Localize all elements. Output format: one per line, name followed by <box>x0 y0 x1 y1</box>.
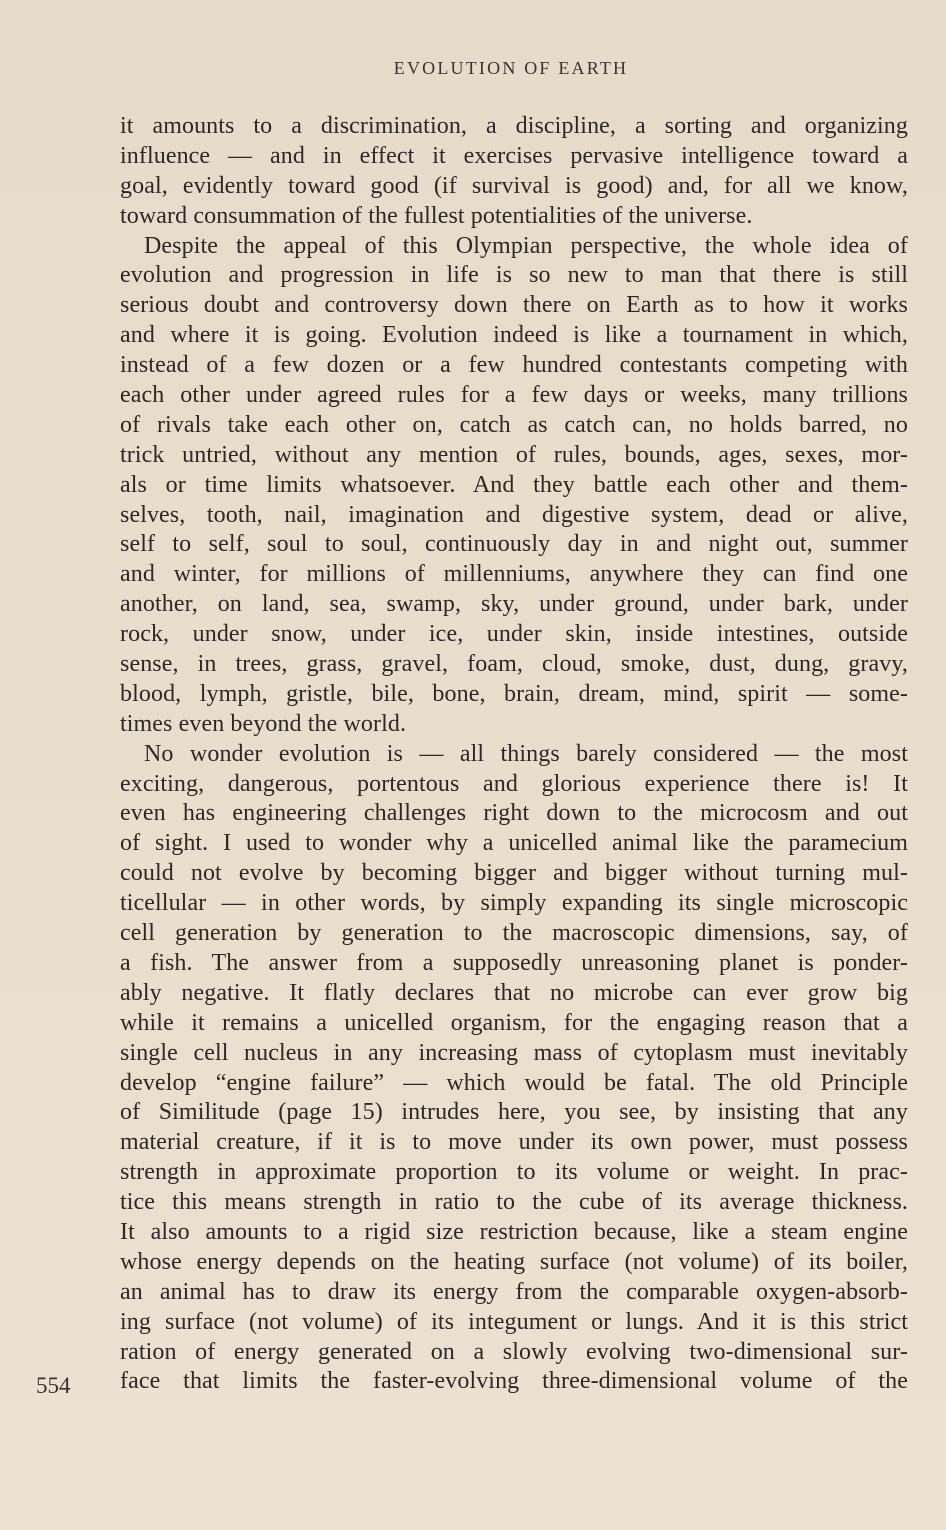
text-line: self to self, soul to soul, continuously day in and night out, summer <box>120 531 908 558</box>
text-line: ration of energy generated on a slowly evolving two-dimensional sur- <box>120 1338 908 1365</box>
text-line: toward consummation of the fullest potentialities of the universe. <box>120 202 753 229</box>
text-line: trick untried, without any mention of rules, bounds, ages, sexes, mor- <box>120 441 908 468</box>
text-line: even has engineering challenges right down to the microcosm and out <box>120 800 908 827</box>
text-line: times even beyond the world. <box>120 710 407 737</box>
text-line: material creature, if it is to move under its own power, must possess <box>120 1129 908 1156</box>
text-line: selves, tooth, nail, imagination and digestive system, dead or alive, <box>120 501 908 528</box>
text-line: blood, lymph, gristle, bile, bone, brain, dream, mind, spirit — some- <box>120 680 908 707</box>
text-line: develop “engine failure” — which would be fatal. The old Principle <box>120 1069 908 1096</box>
text-line: exciting, dangerous, portentous and glorious experience there is! It <box>120 770 908 797</box>
text-line: each other under agreed rules for a few days or weeks, many trillions <box>120 382 908 409</box>
text-line: a fish. The answer from a supposedly unreasoning planet is ponder- <box>120 949 908 976</box>
text-line: No wonder evolution is — all things barely considered — the most <box>144 740 908 767</box>
text-line: while it remains a unicelled organism, for the engaging reason that a <box>120 1009 908 1036</box>
text-line: another, on land, sea, swamp, sky, under ground, under bark, under <box>120 591 908 618</box>
text-line: ably negative. It flatly declares that no microbe can ever grow big <box>120 979 908 1006</box>
text-line: It also amounts to a rigid size restriction because, like a steam engine <box>120 1218 908 1245</box>
text-line: face that limits the faster-evolving three-dimensional volume of the <box>120 1368 908 1395</box>
text-line: Despite the appeal of this Olympian perspective, the whole idea of <box>144 232 908 259</box>
text-line: cell generation by generation to the macroscopic dimensions, say, of <box>120 920 908 947</box>
text-line: strength in approximate proportion to its volume or weight. In prac- <box>120 1159 908 1186</box>
text-line: an animal has to draw its energy from the comparable oxygen-absorb- <box>120 1278 908 1305</box>
text-line: of rivals take each other on, catch as catch can, no holds barred, no <box>120 411 908 438</box>
text-line: evolution and progression in life is so new to man that there is still <box>120 262 908 289</box>
text-line: and winter, for millions of millenniums, anywhere they can find one <box>120 561 908 588</box>
running-head: EVOLUTION OF EARTH <box>393 58 629 78</box>
text-line: single cell nucleus in any increasing mass of cytoplasm must inevitably <box>120 1039 908 1066</box>
paragraph <box>120 112 908 232</box>
text-line: of sight. I used to wonder why a unicelled animal like the paramecium <box>120 830 908 857</box>
body-text <box>120 112 908 1397</box>
text-line: sense, in trees, grass, gravel, foam, cloud, smoke, dust, dung, gravy, <box>120 651 908 678</box>
text-line: als or time limits whatsoever. And they battle each other and them- <box>120 471 908 498</box>
text-line: goal, evidently toward good (if survival is good) and, for all we know, <box>120 172 908 199</box>
text-line: whose energy depends on the heating surface (not volume) of its boiler, <box>120 1248 908 1275</box>
text-line: serious doubt and controversy down there on Earth as to how it works <box>120 292 908 319</box>
text-line: and where it is going. Evolution indeed is like a tournament in which, <box>120 322 908 349</box>
page-number: 554 <box>36 1373 71 1398</box>
text-line: instead of a few dozen or a few hundred contestants competing with <box>120 352 908 379</box>
text-line: ing surface (not volume) of its integument or lungs. And it is this strict <box>120 1308 908 1335</box>
text-line: of Similitude (page 15) intrudes here, you see, by insisting that any <box>120 1099 908 1126</box>
text-line: influence — and in effect it exercises pervasive intelligence toward a <box>120 142 908 169</box>
paragraph <box>120 232 908 740</box>
text-line: could not evolve by becoming bigger and bigger without turning mul- <box>120 860 908 887</box>
text-line: ticellular — in other words, by simply expanding its single microscopic <box>120 890 908 917</box>
paragraph <box>120 740 908 1398</box>
text-line: it amounts to a discrimination, a discipline, a sorting and organizing <box>120 113 908 139</box>
text-line: rock, under snow, under ice, under skin, inside intestines, outside <box>120 621 908 648</box>
text-line: tice this means strength in ratio to the cube of its average thickness. <box>120 1189 908 1216</box>
